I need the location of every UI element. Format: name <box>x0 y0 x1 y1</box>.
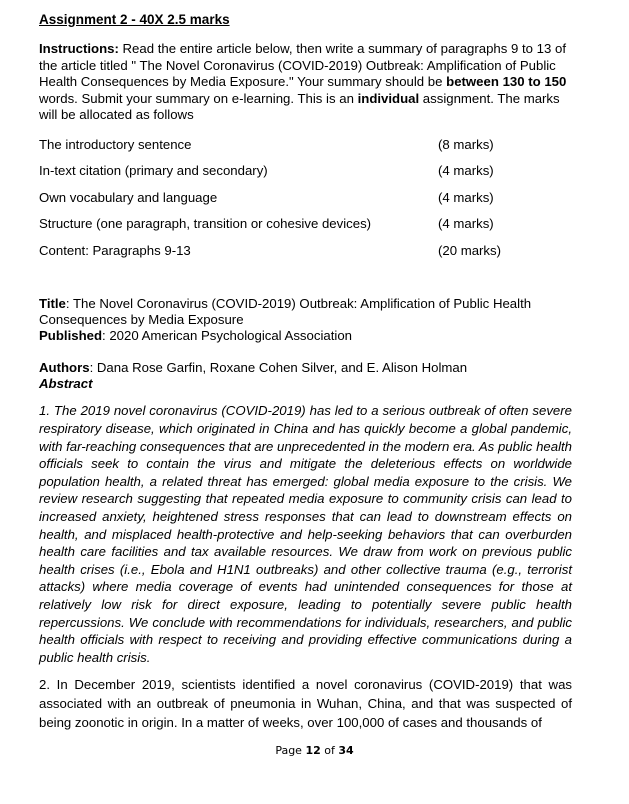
abstract-heading: Abstract <box>39 376 93 392</box>
page-footer <box>0 744 629 757</box>
word-count-range: between 130 to 150 <box>446 74 567 90</box>
title-label: Title <box>39 296 66 312</box>
page-total: 34 <box>338 744 354 757</box>
published-text: : 2020 American Psychological Association <box>102 328 352 344</box>
marks-row-label: Content: Paragraphs 9-13 <box>39 242 191 258</box>
marks-row-label: Own vocabulary and language <box>39 189 218 205</box>
marks-row-label: Structure (one paragraph, transition or cohesive devices) <box>39 216 372 232</box>
marks-row <box>39 237 572 264</box>
instructions-paragraph <box>39 41 572 124</box>
title-text: : The Novel Coronavirus (COVID-2019) Outbreak: Amplification of Public Health Consequences by Media Exposure <box>39 296 532 328</box>
instructions-text-1: Read the entire article below, then write a summary of paragraphs 9 to 13 of the article titled " The Novel Coronavirus (COVID-2019) Outbreak: Amplification of Public Health Consequences by Media Exposure." Your summary should be <box>39 41 567 90</box>
marks-row <box>39 157 572 184</box>
marks-row-value: (4 marks) <box>438 189 494 205</box>
abstract-paragraph: 1. The 2019 novel coronavirus (COVID-2019) has led to a serious outbreak of often severe respiratory disease, which originated in China and has quickly become a global pandemic, with far-reaching consequences that are unprecedented in the modern era. As public health officials seek to contain the virus and mitigate the deleterious effects on worldwide population health, a related threat has emerged: global media exposure to the crisis. We review research suggesting that repeated media exposure to community crisis can lead to increased anxiety, heightened stress responses that can lead to downstream effects on health, and misplaced health-protective and help-seeking behaviors that can overburden health care facilities and tax available resources. We draw from work on previous public health crises (i.e., Ebola and H1N1 outbreaks) and other collective trauma (e.g., terrorist attacks) where media coverage of events had unintended consequences for those at relatively low risk for direct exposure, leading to potentially severe public health repercussions. We conclude with recommendations for individuals, researchers, and public health officials with respect to receiving and providing effective communications during a public health crisis. <box>39 403 572 665</box>
marks-row-value: (8 marks) <box>438 136 494 152</box>
marks-row <box>39 210 572 237</box>
document-page <box>39 12 572 732</box>
assignment-heading: Assignment 2 - 40X 2.5 marks <box>39 12 230 27</box>
article-title <box>39 296 572 328</box>
authors-text: : Dana Rose Garfin, Roxane Cohen Silver, and E. Alison Holman <box>89 360 468 376</box>
marks-table <box>39 131 572 264</box>
instructions-text-2: words. Submit your summary on e-learning. This is an <box>39 90 358 106</box>
published-label: Published <box>39 328 103 344</box>
page-word: Page <box>275 744 306 757</box>
marks-row-label: In-text citation (primary and secondary) <box>39 163 268 179</box>
instructions-text-3: assignment. The marks will be allocated as follows <box>39 90 560 123</box>
individual-keyword: individual <box>357 90 420 106</box>
page-number: 12 <box>305 744 321 757</box>
marks-row <box>39 184 572 211</box>
authors-label: Authors <box>39 360 90 376</box>
instructions-label: Instructions: <box>39 41 119 56</box>
paragraph-2: 2. In December 2019, scientists identified a novel coronavirus (COVID-2019) that was associated with an outbreak of pneumonia in Wuhan, China, and that was suspected of being zoonotic in origin. In a matter of weeks, over 100,000 of cases and thousands of <box>39 677 572 730</box>
marks-row-value: (20 marks) <box>438 242 502 258</box>
of-word: of <box>320 744 339 757</box>
marks-row-label: The introductory sentence <box>39 136 192 152</box>
article-published <box>39 328 572 344</box>
marks-row-value: (4 marks) <box>438 216 494 232</box>
marks-row-value: (4 marks) <box>438 163 494 179</box>
marks-row <box>39 131 572 158</box>
article-authors <box>39 360 572 376</box>
